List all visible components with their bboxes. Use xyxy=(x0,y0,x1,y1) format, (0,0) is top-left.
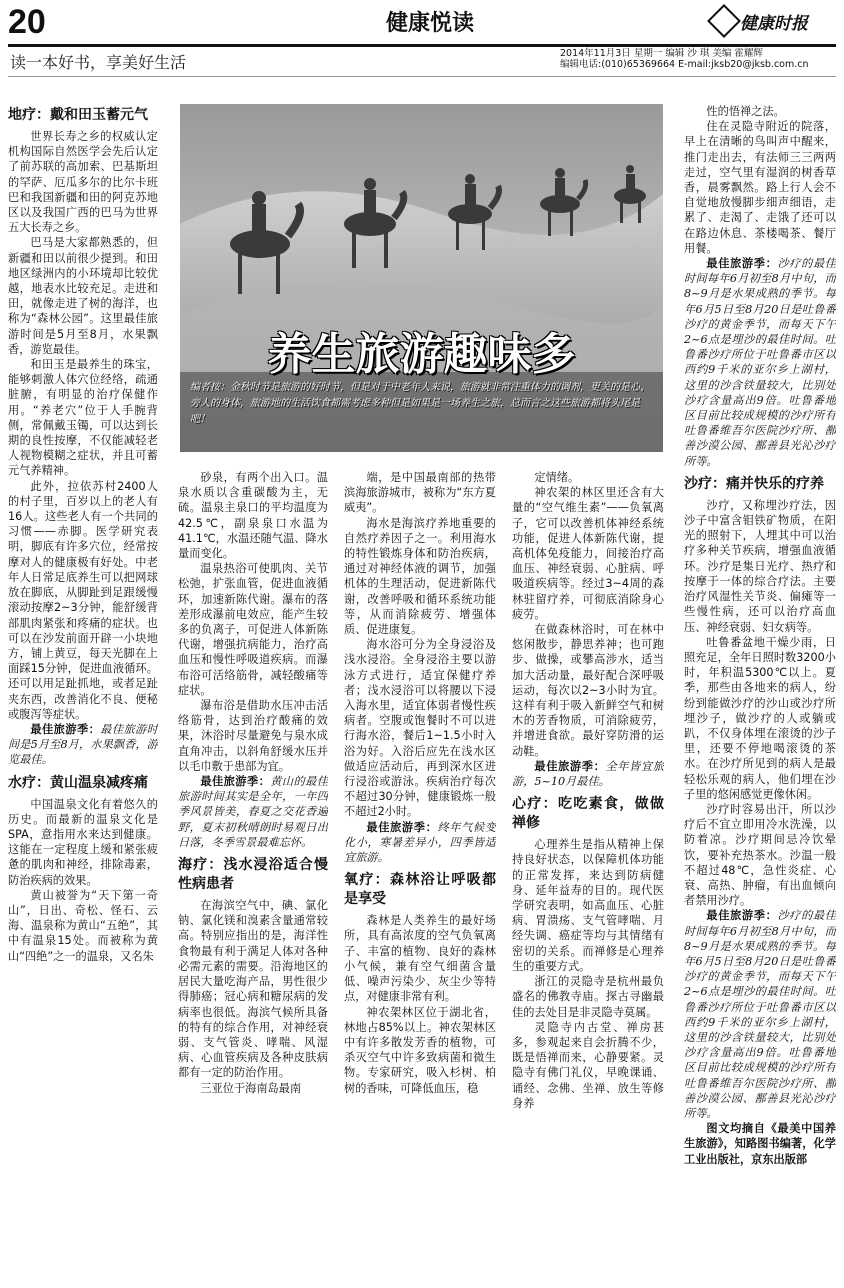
header-rule xyxy=(8,44,836,47)
logo-mark-icon xyxy=(707,4,741,38)
paragraph: 神农架林区位于湖北省，林地占85%以上。神农架林区中有许多散发芳香的植物，可杀灭空气中许多致病菌和微生物。专家研究，吸入杉树、柏树的香味，可降低血压，稳 xyxy=(344,1005,496,1095)
contact-line: 编辑电话:(010)65369664 E-mail:jksb20@jksb.com.cn xyxy=(560,59,809,70)
paragraph: 神农架的林区里还含有大量的“空气维生素”——负氧离子，它可以改善机体神经系统功能，促进人体新陈代谢，提高机体免疫能力，间接治疗高血压、神经衰弱、心脏病、呼吸道疾病等。经过3~4周的森林驻留疗养，可彻底消除身心疲劳。 xyxy=(512,486,664,621)
paragraph: 心理养生是指从精神上保持良好状态，以保障机体功能的正常发挥，来达到防病健身、延年益寿的目的。现代医学研究表明，如高血压、心脏病、胃溃疡、支气管哮喘、月经失调、癌症等均与其情绪有密切的关系。而禅修是心理养生的重要方式。 xyxy=(512,838,664,973)
column-3 xyxy=(344,470,496,1285)
article-heading: 氧疗：森林浴让呼吸都是享受 xyxy=(344,872,496,908)
paragraph: 砂泉，有两个出入口。温泉水质以含重碳酸为主，无硫。温泉主泉口的平均温度为42.5℃，副泉泉口水温为41.1℃，水温还随气温、降水量而变化。 xyxy=(178,471,328,561)
editor-note: 编者按：金秋时节是旅游的好时节，但是对于中老年人来说，旅游就非常注重体力的调剂，更关的是心、旁人的身体，旅游地的生活饮食都需考虑多种但是如果是一场养生之旅，总而言之这些旅游都将头尾是吧！ xyxy=(190,382,650,425)
tip-label: 最佳旅游季： xyxy=(706,909,778,923)
article-heading: 水疗：黄山温泉减疼痛 xyxy=(8,774,148,791)
paragraph: 瀑布浴是借助水压冲击活络筋骨，达到治疗酸痛的效果，沐浴时尽量避免与泉水成直角冲击，以斜角舒缓水压并以毛巾敷于患部为宜。 xyxy=(178,699,328,773)
tip-text: 终年气候变化小，寒暑差异小，四季皆适宜旅游。 xyxy=(344,820,496,865)
tip-label: 最佳旅游季： xyxy=(706,257,778,271)
tip-text: 最佳旅游时间是5月至8月，水果飘香，游览最佳。 xyxy=(8,722,158,767)
tip-text: 沙疗的最佳时间每年6月初至8月中旬，而8~9月是水果成熟的季节。每年6月5日至8月20日是吐鲁番沙疗的黄金季节，而每天下午2~6点是埋沙的最佳时间。吐鲁番沙疗所位于吐鲁番市区以西约9千米的亚尔乡上湖村，这里的沙含铁量较大，比别处沙疗含量高出9倍。吐鲁番地区目前比较成规模的沙疗所有吐鲁番维吾尔医院沙疗所、鄯善沙漠公园、鄯善县光沁沙疗所等。 xyxy=(684,257,836,468)
page-number: 20 xyxy=(8,3,46,41)
paragraph: 森林是人类养生的最好场所，具有高浓度的空气负氧离子、丰富的植物、良好的森林小气候，兼有空气细菌含量低、噪声污染少、灰尘少等特点，对健康非常有利。 xyxy=(344,914,496,1004)
tip-label: 最佳旅游季： xyxy=(534,759,606,773)
article-heading: 地疗：戴和田玉蓄元气 xyxy=(8,107,148,123)
paragraph: 浙江的灵隐寺是杭州最负盛名的佛教寺庙。探古寻幽最佳的去处目是非灵隐寺莫属。 xyxy=(512,975,664,1019)
newspaper-logo xyxy=(712,6,836,36)
paragraph: 中国温泉文化有着悠久的历史。而最新的温泉文化是SPA，意指用水来达到健康。这能在一定程度上缓和紧张疲惫的肌肉和神经，排除毒素，防治疾病的效果。 xyxy=(8,797,158,887)
paragraph: 海水浴可分为全身浸浴及浅水浸浴。全身浸浴主要以游泳方式进行，适宜保健疗养者；浅水浸浴可以将腰以下浸入海水里，适宜体弱者慢性疾病者。空腹或饱餐时不可以进行海水浴，餐后1~1.5小时入浴为好。入浴后应先在浅水区做适应活动后，再到深水区进行浸浴或游泳。疾病治疗每次不超过30分钟，健康锻炼一般不超过2小时。 xyxy=(344,638,496,819)
paragraph: 此外，拉依苏村2400人的村子里，百岁以上的老人有16人。这些老人有一个共同的习惯——赤脚。医学研究表明，脚底有许多穴位，经常按摩对人的健康极有好处。中老年人日常足底养生可以把网球放在脚底，从脚趾到足跟缓慢滚动按摩2~3分钟，能舒缓背部肌肉紧张和疼痛的症状。也可以在沙发前面开辟一小块地方，铺上黄豆，每天光脚在上面踩15分钟，促进血液循环。还可以用足趾抓地，或者足趾夹东西，改善消化不良、便秘或腹泻等症状。 xyxy=(8,479,158,721)
travel-tip xyxy=(684,256,836,469)
travel-tip xyxy=(178,774,328,850)
paragraph: 海水是海滨疗养地重要的自然疗养因子之一。利用海水的特性锻炼身体和防治疾病，通过对神经体液的调节，加强机体的生理活动，促进新陈代谢，改善呼吸和循环系统功能等，从而消除疲劳、增强体质、促进康复。 xyxy=(344,516,496,637)
issue-meta xyxy=(560,48,838,70)
tip-text: 黄山的最佳旅游时间其实是全年，一年四季风景皆美，春夏之交花香遍野，夏末初秋晴朗时易观日出日落，冬季雪景最难忘怀。 xyxy=(178,775,328,849)
paragraph: 沙疗，又称埋沙疗法，因沙子中富含钼铁矿物质，在阳光的照射下，人埋其中可以治疗多种关节疾病，增强血液循环。沙疗是集日光疗、热疗和按摩于一体的综合疗法。主要治疗风湿性关节炎、偏瘫等一些慢性病，还可以治疗高血压、神经衰弱、妇女病等。 xyxy=(684,498,836,634)
column-2 xyxy=(178,470,328,1285)
travel-tip xyxy=(8,722,158,768)
tip-label: 最佳旅游季： xyxy=(366,820,438,834)
paragraph: 吐鲁番盆地干燥少雨，日照充足，全年日照时数3200小时，年积温5300℃以上。夏季，那些由各地来的病人，纷纷到能做沙疗的沙山或沙疗所埋沙子，做沙疗的人或躺或趴，不仅身体埋在滚烫的沙子里，还要不停地喝滚烫的茶水。在沙疗所见到的病人是最轻松乐观的病人，他们埋在沙子里的悠闲感觉更像休闲。 xyxy=(684,635,836,801)
paragraph: 灵隐寺内古堂、禅房甚多，参观起来自会折腾不少，既是悟禅而来，心静要紧。灵隐寺有佛门礼仪，早晚课诵、诵经、念佛、坐禅、放生等修身养 xyxy=(512,1020,664,1110)
article-heading: 沙疗：痛并快乐的疗养 xyxy=(684,475,824,492)
paragraph: 黄山被誉为“天下第一奇山”，日出、奇松、怪石、云海、温泉称为黄山“五绝”，其中有温泉15处。而被称为黄山“四绝”之一的温泉，又名朱 xyxy=(8,888,158,963)
paragraph: 端，是中国最南部的热带滨海旅游城市，被称为“东方夏威夷”。 xyxy=(344,471,496,515)
tip-text: 沙疗的最佳时间每年6月初至8月中旬，而8~9月是水果成熟的季节。每年6月5日至8月20日是吐鲁番沙疗的黄金季节，而每天下午2~6点是埋沙的最佳时间。吐鲁番沙疗所位于吐鲁番市区以西约9千米的亚尔乡上湖村，这里的沙含铁量较大，比别处沙疗含量高出9倍。吐鲁番地区目前比较成规模的沙疗所有吐鲁番维吾尔医院沙疗所、鄯善沙漠公园、鄯善县光沁沙疗所等。 xyxy=(684,909,836,1120)
tip-label: 最佳旅游季： xyxy=(30,722,101,736)
source-credit: 图文均摘自《最美中国养生旅游》，知路图书编著，化学工业出版社，京东出版部 xyxy=(684,1122,836,1166)
paragraph: 在做森林浴时，可在林中悠闲散步，静思养神；也可跑步、做操，或攀高涉水，适当加大活动量，最好配合深呼吸运动，每次以2~3小时为宜。这样有利于吸入新鲜空气和树木的芳香物质，可消除疲劳，并增进食欲。最好穿防滑的运动鞋。 xyxy=(512,623,664,758)
feature-title: 养生旅游趣味多 xyxy=(267,329,576,380)
paragraph: 温泉热浴可使肌肉、关节松弛，扩张血管，促进血液循环，加速新陈代谢。瀑布的落差形成瀑前电效应，能产生较多的负离子，可促进人体新陈代谢，增强抗病能力，治疗高血压和慢性呼吸道疾病。而瀑布浴可活络筋骨，减轻酸痛等症状。 xyxy=(178,562,328,697)
column-1 xyxy=(8,100,158,1285)
article-heading: 心疗：吃吃素食，做做禅修 xyxy=(512,796,664,832)
date-line: 2014年11月3日 星期一 编辑 沙 琪 美编 霍耀辉 xyxy=(560,48,763,59)
paragraph: 定情绪。 xyxy=(534,471,580,484)
section-title: 健康悦读 xyxy=(385,10,474,36)
paragraph: 巴马是大家都熟悉的，但新疆和田以前很少提到。和田地区绿洲内的小环境却比较优越，地表水比较充足。走进和田，就像走进了树的海洋，也称为“森林公园”。这里最佳旅游时间是5月至8月，水果飘香，游览最佳。 xyxy=(8,236,158,356)
paragraph: 和田玉是最养生的珠宝，能够刺激人体穴位经络，疏通脏腑，有明显的治疗保健作用。“养老穴”位于人手腕背侧，常佩戴玉镯，可以达到长期的良性按摩，不仅能减轻老人视物模糊之症状，并且可蓄元气养精神。 xyxy=(8,358,158,478)
paragraph: 三亚位于海南岛最南 xyxy=(200,1081,302,1095)
tip-label: 最佳旅游季： xyxy=(200,775,271,789)
hero-photo xyxy=(180,104,663,452)
slogan: 读一本好书，享美好生活 xyxy=(10,53,187,72)
paragraph: 性的悟禅之法。 xyxy=(706,105,785,118)
column-5 xyxy=(684,104,836,1285)
header-divider xyxy=(8,76,836,77)
travel-tip xyxy=(512,759,664,789)
tip-text: 全年皆宜旅游，5~10月最佳。 xyxy=(512,759,664,789)
paragraph: 世界长寿之乡的权威认定机构国际自然医学会先后认定了前苏联的高加索、巴基斯坦的罕萨、厄瓜多尔的比尔卡班巴和我国新疆和田的阿克苏地区以及我国广西的巴马为世界五大长寿之乡。 xyxy=(8,130,158,235)
paragraph: 在海滨空气中，碘、氯化钠、氯化镁和溴素含量通常较高。特别应指出的是，海洋性食物最有利于满足人体对各种必需元素的需要。沿海地区的居民大量吃海产品，男性很少得肺癌；冠心病和糖尿病的发病率也很低。海滨气候所具备的特有的综合作用，对神经衰弱、支气管炎、哮喘、风湿病、心血管疾病及各种皮肤病都有一定的防治作用。 xyxy=(178,899,328,1080)
logo-text: 健康时报 xyxy=(740,13,808,34)
paragraph: 沙疗时容易出汗，所以沙疗后不宜立即用冷水洗澡，以防着凉。沙疗期间忌冷饮晕饮，要补充热茶水。沙温一般不超过48℃，急性炎症、心衰、高热、肿瘤，有出血倾向者禁用沙疗。 xyxy=(684,802,836,908)
paragraph: 住在灵隐寺附近的院落，早上在清晰的鸟叫声中醒来，推门走出去，有法师三三两两走过，空气里有湿润的树香草香，晨雾飘然。路上行人会不自觉地放慢脚步细声细语，走累了、走渴了、走饿了还可以在路边休息、茶楼喝茶、餐厅用餐。 xyxy=(684,120,836,255)
column-4 xyxy=(512,470,664,1285)
travel-tip xyxy=(684,908,836,1121)
article-heading: 海疗：浅水浸浴适合慢性病患者 xyxy=(178,857,328,893)
travel-tip xyxy=(344,820,496,866)
